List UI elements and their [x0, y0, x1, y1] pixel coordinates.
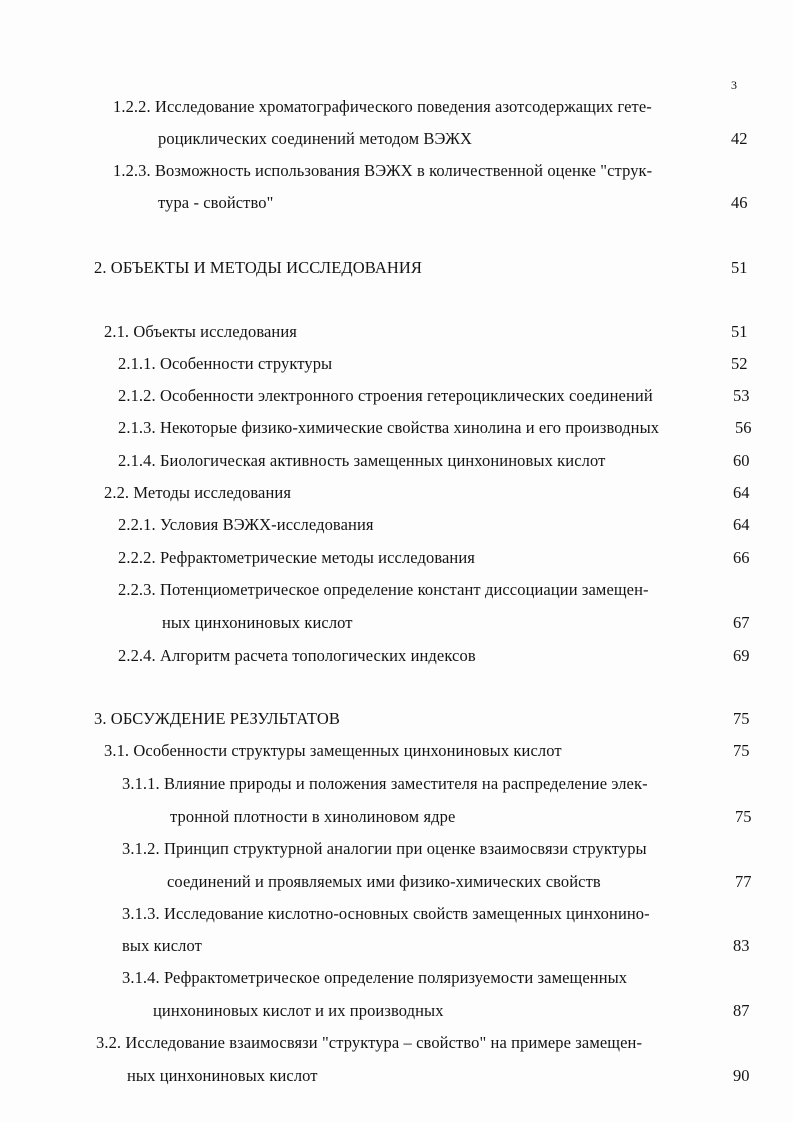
toc-entry-2-1-3: 2.1.3. Некоторые физико-химические свойства хинолина и его производных: [118, 418, 660, 437]
toc-entry-2-2: 2.2. Методы исследования: [104, 483, 292, 502]
toc-page-number: 64: [733, 515, 750, 534]
toc-entry-3-1-4-line-1: 3.1.4. Рефрактометрическое определение поляризуемости замещенных: [122, 968, 628, 987]
toc-entry-1-2-3-line-1: 1.2.3. Возможность использования ВЭЖХ в количественной оценке "струк-: [113, 161, 653, 180]
toc-entry-2-1-2: 2.1.2. Особенности электронного строения гетероциклических соединений: [118, 386, 653, 405]
toc-page-number: 52: [731, 354, 748, 373]
toc-page-number: 42: [731, 129, 748, 148]
toc-entry-3-1-2-line-2: соединений и проявляемых ими физико-химических свойств: [167, 872, 601, 891]
toc-entry-2-2-2: 2.2.2. Рефрактометрические методы исследования: [118, 548, 475, 567]
toc-entry-3-1-2-line-1: 3.1.2. Принцип структурной аналогии при оценке взаимосвязи структуры: [122, 839, 647, 858]
toc-entry-3-1-4-line-2: цинхониновых кислот и их производных: [153, 1001, 444, 1020]
toc-page-number: 83: [733, 936, 750, 955]
toc-entry-1-2-2-line-1: 1.2.2. Исследование хроматографического поведения азотсодержащих гете-: [113, 97, 652, 116]
toc-entry-2-2-3-line-1: 2.2.3. Потенциометрическое определение констант диссоциации замещен-: [118, 580, 649, 599]
toc-page-number: 69: [733, 646, 750, 665]
toc-entry-2-1-4: 2.1.4. Биологическая активность замещенных цинхониновых кислот: [118, 451, 606, 470]
toc-chapter-3: 3. ОБСУЖДЕНИЕ РЕЗУЛЬТАТОВ: [94, 709, 340, 728]
toc-page-number: 53: [733, 386, 750, 405]
toc-page-number: 51: [731, 322, 748, 341]
toc-entry-3-1-1-line-1: 3.1.1. Влияние природы и положения заместителя на распределение элек-: [122, 774, 648, 793]
toc-page-number: 66: [733, 548, 750, 567]
toc-entry-2-2-1: 2.2.1. Условия ВЭЖХ-исследования: [118, 515, 374, 534]
toc-page-number: 46: [731, 193, 748, 212]
toc-page-number: 67: [733, 613, 750, 632]
toc-entry-2-1: 2.1. Объекты исследования: [104, 322, 297, 341]
toc-chapter-2: 2. ОБЪЕКТЫ И МЕТОДЫ ИССЛЕДОВАНИЯ: [94, 258, 422, 277]
toc-page-number: 77: [735, 872, 752, 891]
toc-entry-1-2-3-line-2: тура - свойство": [158, 193, 274, 212]
toc-page-number: 75: [733, 741, 750, 760]
toc-page-number: 75: [735, 807, 752, 826]
toc-entry-2-1-1: 2.1.1. Особенности структуры: [118, 354, 333, 373]
toc-entry-3-1-1-line-2: тронной плотности в хинолиновом ядре: [170, 807, 456, 826]
toc-page-number: 87: [733, 1001, 750, 1020]
toc-entry-3-1-3-line-1: 3.1.3. Исследование кислотно-основных свойств замещенных цинхонино-: [122, 904, 650, 923]
toc-entry-3-1-3-line-2: вых кислот: [122, 936, 202, 955]
toc-page-number: 64: [733, 483, 750, 502]
toc-entry-1-2-2-line-2: роциклических соединений методом ВЭЖХ: [158, 129, 473, 148]
toc-page-number: 56: [735, 418, 752, 437]
toc-entry-2-2-4: 2.2.4. Алгоритм расчета топологических индексов: [118, 646, 476, 665]
toc-page-number: 51: [731, 258, 748, 277]
toc-page-number: 90: [733, 1066, 750, 1085]
toc-entry-3-1: 3.1. Особенности структуры замещенных цинхониновых кислот: [104, 741, 562, 760]
toc-entry-3-2-line-1: 3.2. Исследование взаимосвязи "структура – свойство" на примере замещен-: [96, 1033, 643, 1052]
toc-page-number: 75: [733, 709, 750, 728]
toc-page-number: 60: [733, 451, 750, 470]
page-number: 3: [731, 78, 737, 92]
toc-entry-2-2-3-line-2: ных цинхониновых кислот: [162, 613, 353, 632]
toc-entry-3-2-line-2: ных цинхониновых кислот: [127, 1066, 318, 1085]
